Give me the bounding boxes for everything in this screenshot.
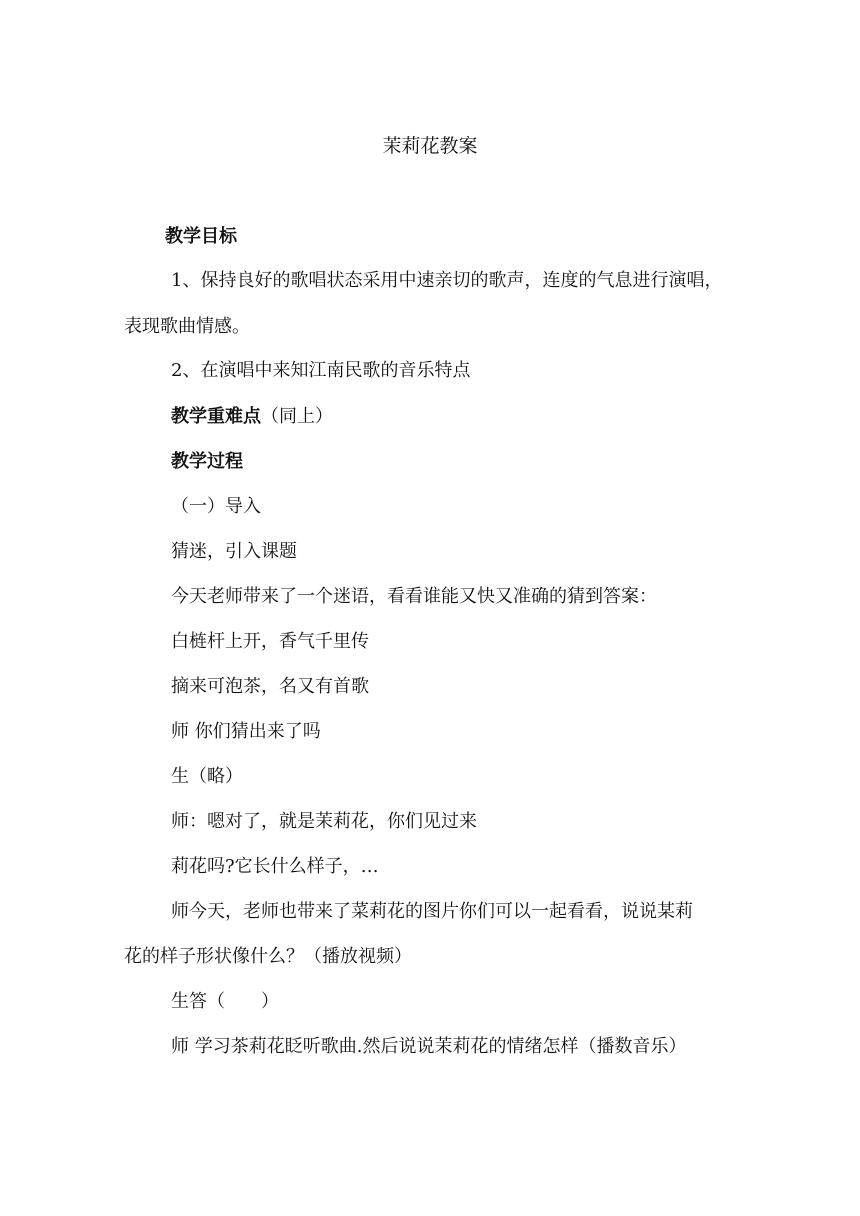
riddle-intro: 今天老师带来了一个迷语，看看谁能又快又准确的猜到答案：: [171, 586, 657, 607]
student-answer-2: 生答（ ）: [171, 991, 279, 1012]
key-points-heading: 教学重难点: [171, 406, 261, 427]
student-answer-1: 生（略）: [171, 766, 243, 787]
teacher-question-3-line1: 师今天，老师也带来了菜莉花的图片你们可以一起看看，说说某莉: [171, 901, 693, 922]
teacher-question-1: 师 你们猜出来了吗: [171, 721, 321, 742]
objective-1-line2: 表现歌曲情感。: [124, 316, 250, 337]
objectives-heading: 教学目标: [165, 226, 237, 247]
riddle-line-1: 白梿杆上开，香气千里传: [171, 631, 369, 652]
riddle-line-2: 摘来可泡茶，名又有首歌: [171, 676, 369, 697]
teacher-question-2: 师：嗯对了，就是茉莉花，你们见过来: [171, 811, 477, 832]
section-1-heading: （一）导入: [171, 496, 261, 517]
objective-1-line1: 1、保持良好的歌唱状态采用中速亲切的歌声，连度的气息进行演唱，: [171, 270, 723, 291]
objective-2: 2、在演唱中来知江南民歌的音乐特点: [171, 360, 471, 381]
key-points-note: （同上）: [261, 406, 333, 427]
teacher-question-3-line2: 花的样子形状像什么？（播放视频）: [124, 946, 412, 967]
teacher-instruction-4: 师 学习茶莉花眨听歌曲.然后说说茉莉花的情绪怎样（播数音乐）: [171, 1036, 687, 1057]
document-title: 茉莉花教案: [382, 135, 478, 157]
process-heading: 教学过程: [171, 451, 243, 472]
key-points-line: [171, 404, 333, 430]
guess-intro: 猜迷，引入课题: [171, 541, 297, 562]
teacher-question-2-cont: 莉花吗?它长什么样子，…: [171, 856, 379, 877]
